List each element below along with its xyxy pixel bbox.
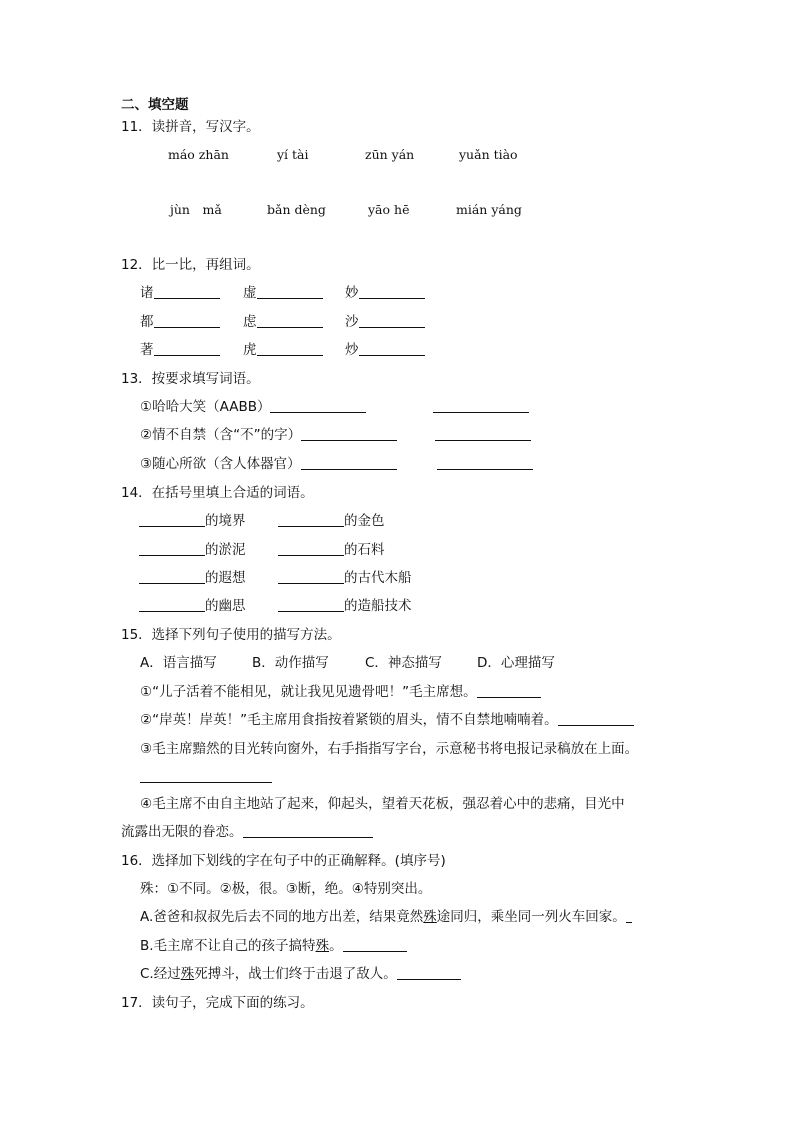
- q13-item-2: [433, 398, 529, 416]
- q12-item: [140, 341, 220, 359]
- q15-option-c: C．神态描写: [365, 655, 442, 671]
- q16-underlined-char: 殊: [315, 938, 330, 954]
- q16-sentence-c: [140, 965, 461, 983]
- answer-blank[interactable]: [139, 597, 205, 612]
- answer-blank[interactable]: [433, 398, 529, 413]
- answer-blank[interactable]: [437, 455, 533, 470]
- q14-item: [278, 597, 412, 615]
- answer-blank[interactable]: [154, 313, 220, 328]
- q11-pinyin: yuǎn tiào: [459, 147, 518, 162]
- q11-pinyin: bǎn dèng: [267, 202, 326, 217]
- q11-pinyin: jùn mǎ: [170, 202, 222, 217]
- q11-pinyin: yí tài: [277, 147, 309, 162]
- q12-stem: 12．比一比，再组词。: [121, 257, 260, 273]
- q15-sentence-text: ①“儿子活着不能相见，就让我见见遗骨吧！”毛主席想。: [140, 684, 477, 700]
- q14-suffix: 的遐想: [205, 570, 246, 586]
- answer-blank[interactable]: [154, 341, 220, 356]
- q15-sentence-text: 流露出无限的眷恋。: [121, 824, 243, 840]
- q12-char: 虚: [243, 285, 257, 301]
- q13-item-2: [437, 455, 533, 473]
- q12-char: 都: [140, 314, 154, 330]
- answer-blank[interactable]: [359, 284, 425, 299]
- q16-text: C.经过: [140, 966, 181, 982]
- q14-stem: 14．在括号里填上合适的词语。: [121, 485, 314, 501]
- q11-pinyin: zūn yán: [365, 147, 415, 162]
- answer-blank[interactable]: [257, 284, 323, 299]
- q12-item: [140, 313, 220, 331]
- q12-item: [345, 313, 425, 331]
- q13-item: [140, 426, 397, 444]
- q15-option-b: B．动作描写: [252, 655, 329, 671]
- answer-blank[interactable]: [278, 597, 344, 612]
- answer-blank[interactable]: [343, 937, 407, 952]
- q11-pinyin: mián yáng: [456, 202, 522, 217]
- answer-blank[interactable]: [301, 426, 397, 441]
- q12-item: [243, 313, 323, 331]
- q12-char: 炒: [345, 342, 359, 358]
- q14-suffix: 的淤泥: [205, 542, 246, 558]
- answer-blank[interactable]: [359, 341, 425, 356]
- q14-item: [139, 512, 246, 530]
- q13-stem: 13．按要求填写词语。: [121, 371, 260, 387]
- q15-sentence-3-answer: [140, 768, 272, 786]
- q14-suffix: 的造船技术: [344, 598, 412, 614]
- q12-char: 虑: [243, 314, 257, 330]
- answer-blank[interactable]: [139, 512, 205, 527]
- q16-underlined-char: 殊: [180, 966, 195, 982]
- q14-item: [278, 569, 412, 587]
- q12-char: 虎: [243, 342, 257, 358]
- q16-sentence-b: [140, 937, 407, 955]
- q15-sentence-1: [140, 683, 541, 701]
- q16-text: 。: [329, 938, 343, 954]
- answer-blank[interactable]: [278, 541, 344, 556]
- q14-item: [139, 569, 246, 587]
- q12-char: 妙: [345, 285, 359, 301]
- answer-blank[interactable]: [397, 965, 461, 980]
- q16-text: 死搏斗，战士们终于击退了敌人。: [194, 966, 397, 982]
- answer-blank[interactable]: [558, 711, 634, 726]
- q14-suffix: 的古代木船: [344, 570, 412, 586]
- q12-item: [140, 284, 220, 302]
- answer-blank[interactable]: [359, 313, 425, 328]
- q11-pinyin: yāo hē: [368, 202, 410, 217]
- q16-text: 途同归，乘坐同一列火车回家。: [436, 909, 626, 925]
- q14-item: [278, 541, 385, 559]
- q15-sentence-4-cont: [121, 823, 373, 841]
- answer-blank[interactable]: [139, 569, 205, 584]
- q16-text: A.爸爸和叔叔先后去不同的地方出差，结果竟然: [140, 909, 424, 925]
- q14-suffix: 的金色: [344, 513, 385, 529]
- q14-item: [139, 541, 246, 559]
- q15-stem: 15．选择下列句子使用的描写方法。: [121, 627, 341, 643]
- q16-stem: 16．选择加下划线的字在句子中的正确解释。(填序号): [121, 853, 446, 869]
- q12-char: 著: [140, 342, 154, 358]
- answer-blank[interactable]: [301, 455, 397, 470]
- q15-option-a: A．语言描写: [140, 655, 217, 671]
- q16-definitions: 殊：①不同。②极，很。③断，绝。④特别突出。: [140, 881, 432, 897]
- q13-item: [140, 398, 366, 416]
- answer-blank[interactable]: [243, 823, 373, 838]
- answer-blank[interactable]: [278, 512, 344, 527]
- q14-suffix: 的幽思: [205, 598, 246, 614]
- q16-text: B.毛主席不让自己的孩子搞特: [140, 938, 316, 954]
- q13-item-2: [435, 426, 531, 444]
- q12-item: [243, 284, 323, 302]
- q12-char: 沙: [345, 314, 359, 330]
- q12-item: [345, 341, 425, 359]
- answer-blank[interactable]: [257, 341, 323, 356]
- q11-stem: 11．读拼音，写汉字。: [121, 119, 260, 135]
- q15-sentence-4: ④毛主席不由自主地站了起来，仰起头，望着天花板，强忍着心中的悲痛，目光中: [140, 796, 625, 812]
- q13-prompt: ③随心所欲（含人体器官）: [140, 456, 301, 472]
- answer-blank[interactable]: [477, 683, 541, 698]
- q14-suffix: 的境界: [205, 513, 246, 529]
- q12-item: [345, 284, 425, 302]
- answer-blank[interactable]: [257, 313, 323, 328]
- q12-item: [243, 341, 323, 359]
- answer-blank[interactable]: [154, 284, 220, 299]
- section-title: 二、填空题: [121, 97, 189, 113]
- q15-option-d: D．心理描写: [477, 655, 555, 671]
- q11-pinyin: máo zhān: [168, 147, 229, 162]
- q16-sentence-a: [140, 908, 632, 926]
- answer-blank[interactable]: [270, 398, 366, 413]
- q14-suffix: 的石料: [344, 542, 385, 558]
- answer-blank[interactable]: [140, 768, 272, 783]
- q14-item: [278, 512, 385, 530]
- q16-underlined-char: 殊: [423, 909, 437, 925]
- q12-char: 诸: [140, 285, 154, 301]
- answer-blank[interactable]: [435, 426, 531, 441]
- q17-stem: 17．读句子，完成下面的练习。: [121, 995, 314, 1011]
- q13-prompt: ①哈哈大笑（AABB）: [140, 399, 271, 415]
- q15-sentence-3: ③毛主席黯然的目光转向窗外，右手指指写字台，示意秘书将电报记录稿放在上面。: [140, 741, 639, 757]
- q15-sentence-2: [140, 711, 634, 729]
- answer-blank[interactable]: [278, 569, 344, 584]
- q13-item: [140, 455, 397, 473]
- answer-blank[interactable]: [626, 908, 632, 923]
- answer-blank[interactable]: [139, 541, 205, 556]
- q15-sentence-text: ②“岸英！岸英！”毛主席用食指按着紧锁的眉头，情不自禁地喃喃着。: [140, 712, 558, 728]
- q14-item: [139, 597, 246, 615]
- q13-prompt: ②情不自禁（含“不”的字）: [140, 427, 302, 443]
